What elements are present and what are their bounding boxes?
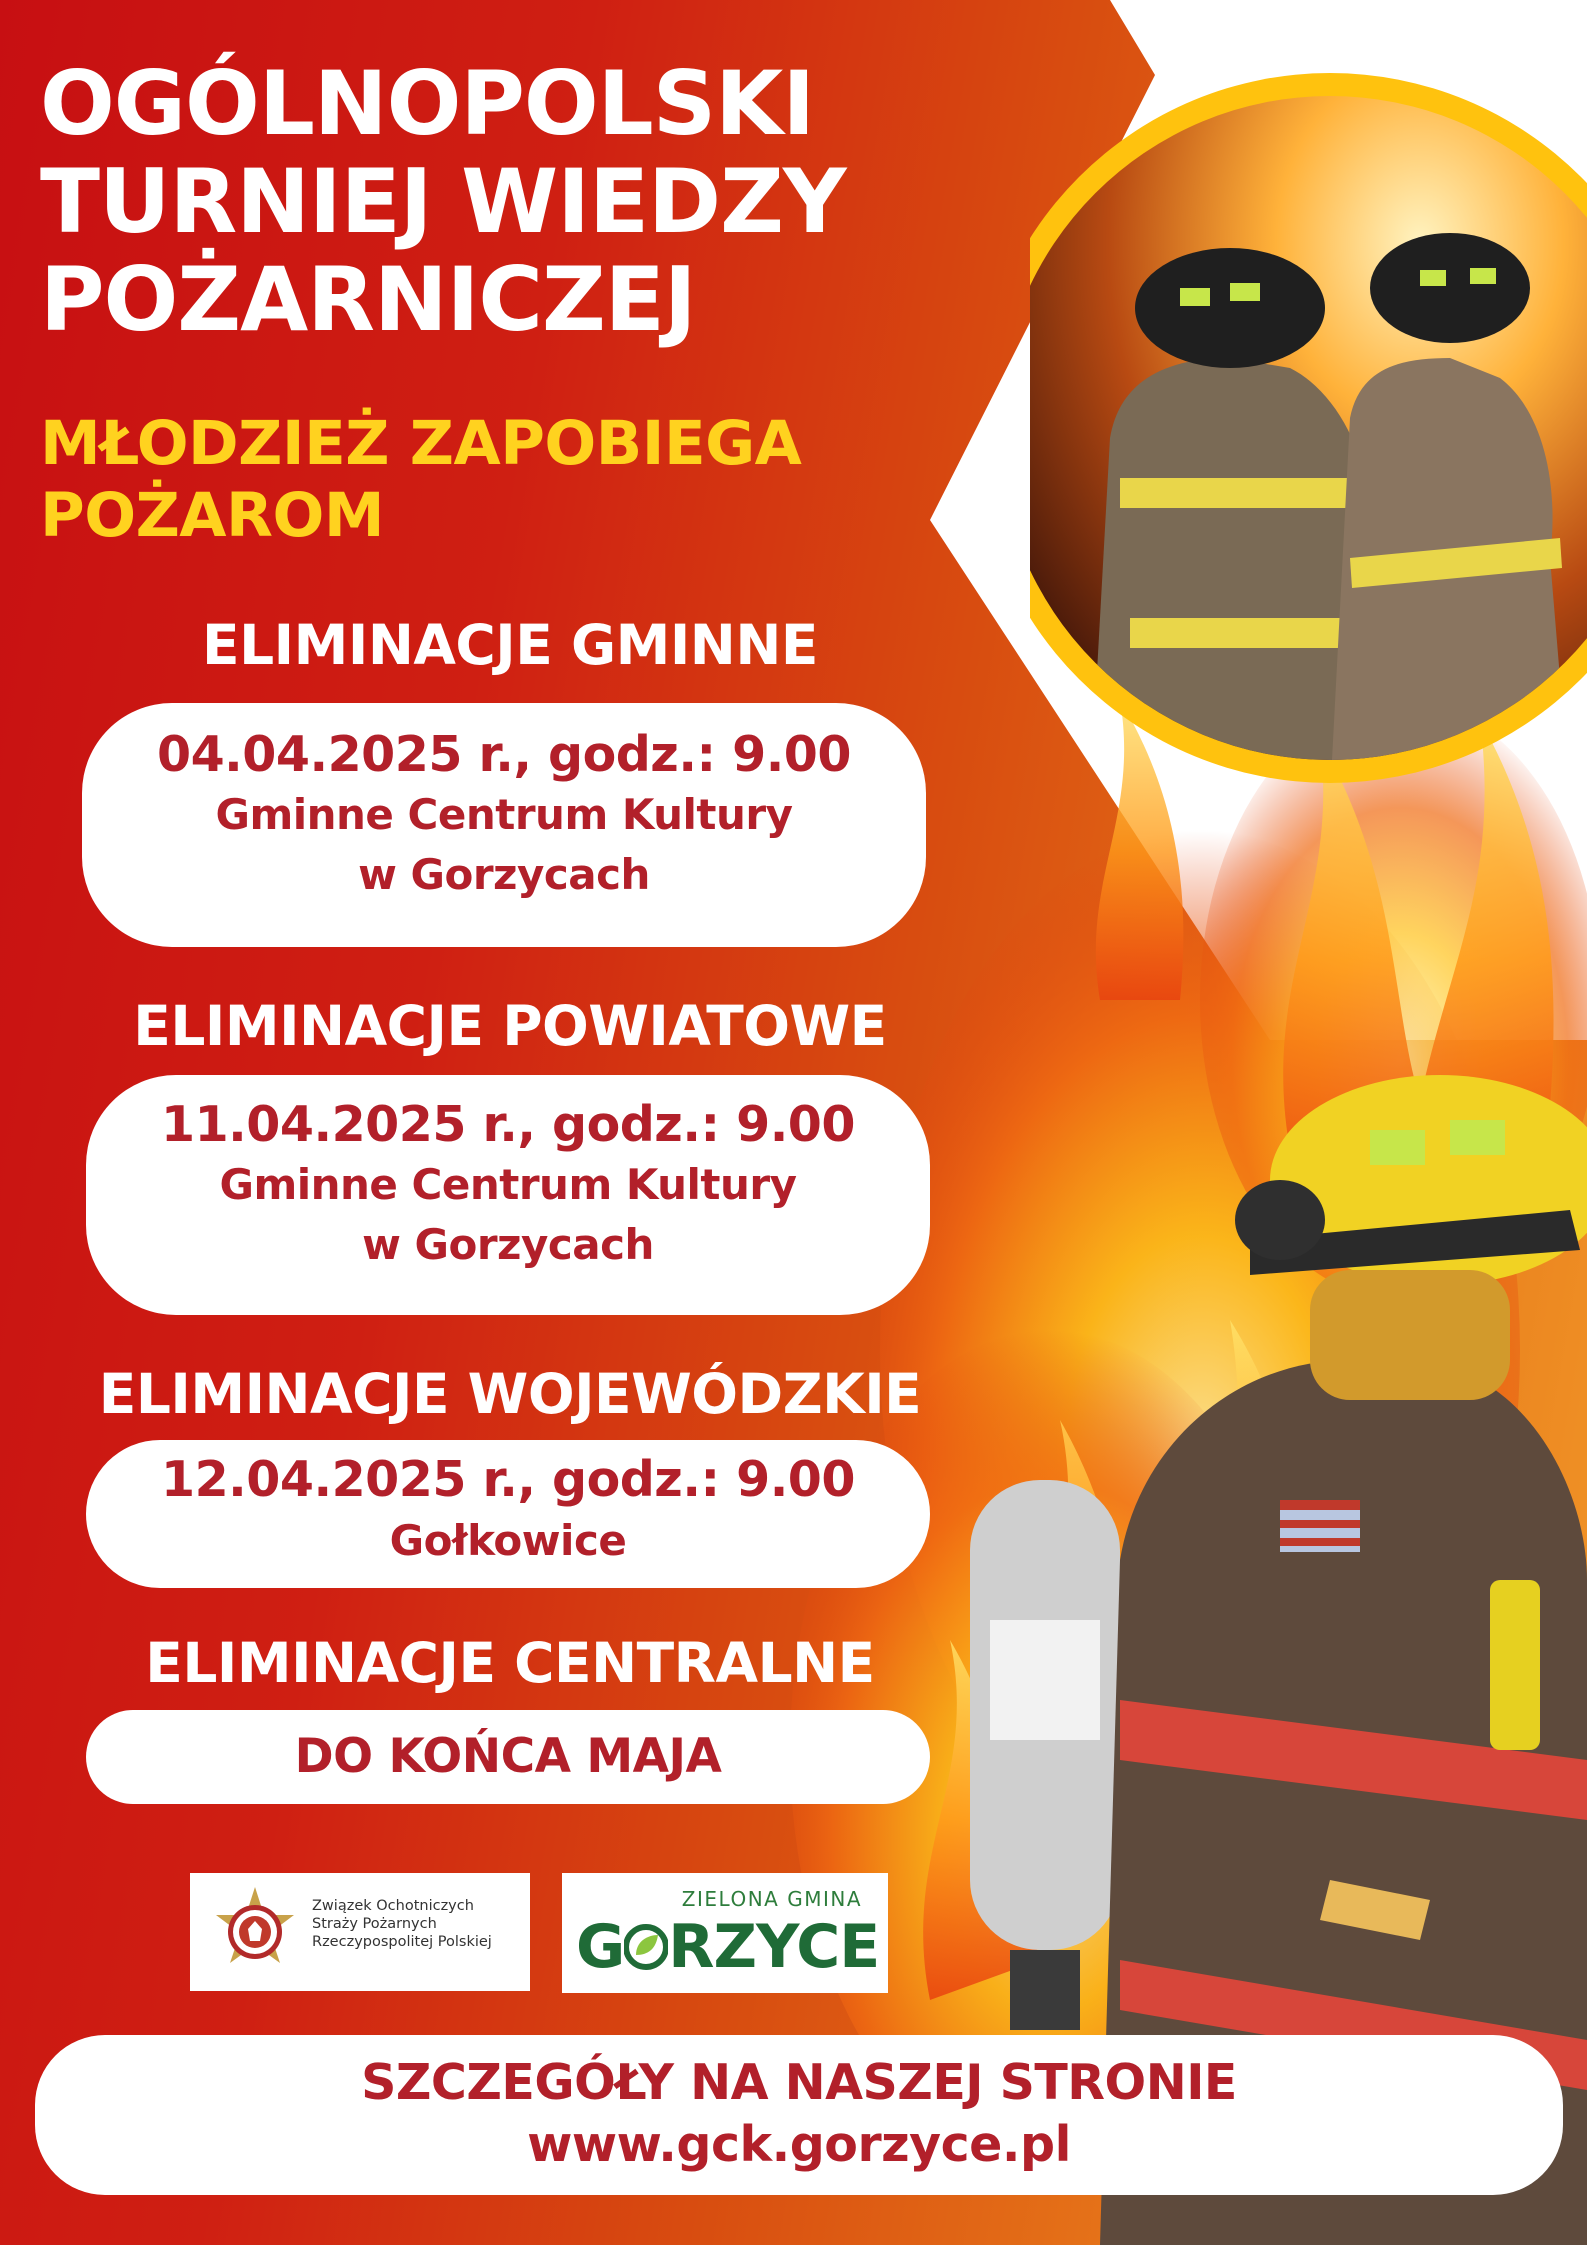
footer-website-link[interactable]: www.gck.gorzyce.pl: [527, 2116, 1071, 2173]
gorzyce-name-start: G: [576, 1912, 625, 1982]
stage-card-centralne: [86, 1710, 930, 1804]
subtitle-line-2: POŻAROM: [40, 480, 385, 551]
zosp-emblem-icon: [208, 1885, 302, 1979]
stage-card-gminne: [82, 703, 926, 947]
stage-heading-wojewodzkie: ELIMINACJE WOJEWÓDZKIE: [98, 1362, 922, 1426]
stage-place-line-1: Gminne Centrum Kultury: [219, 1160, 797, 1209]
footer-info: [35, 2035, 1563, 2195]
subtitle: [40, 408, 940, 552]
stage-place-line-1: Gminne Centrum Kultury: [215, 790, 793, 839]
stage-place-line-2: w Gorzycach: [362, 1220, 654, 1269]
title-line-3: POŻARNICZEJ: [40, 248, 696, 351]
title-line-2: TURNIEJ WIEDZY: [40, 150, 846, 253]
stage-card-wojewodzkie: [86, 1440, 930, 1588]
stage-heading-gminne: ELIMINACJE GMINNE: [202, 613, 818, 677]
subtitle-line-1: MŁODZIEŻ ZAPOBIEGA: [40, 408, 802, 479]
stage-card-powiatowe: [86, 1075, 930, 1315]
stage-place-line-2: w Gorzycach: [358, 850, 650, 899]
stage-date: 04.04.2025 r., godz.: 9.00: [156, 726, 851, 783]
zosp-logo: [190, 1873, 530, 1991]
main-title: [40, 52, 1040, 351]
firefighters-photo: [1030, 58, 1587, 798]
zosp-name-line-1: Związek Ochotniczych: [312, 1898, 474, 1914]
zosp-name-line-2: Straży Pożarnych: [312, 1916, 437, 1932]
zosp-name-line-3: Rzeczypospolitej Polskiej: [312, 1934, 492, 1950]
title-line-1: OGÓLNOPOLSKI: [40, 52, 815, 155]
stage-heading-powiatowe: ELIMINACJE POWIATOWE: [133, 994, 887, 1058]
stage-place-line-1: Gołkowice: [389, 1516, 627, 1565]
stage-date: DO KOŃCA MAJA: [294, 1729, 722, 1784]
stage-heading-centralne: ELIMINACJE CENTRALNE: [145, 1631, 875, 1695]
footer-details-text: SZCZEGÓŁY NA NASZEJ STRONIE: [361, 2054, 1237, 2111]
gorzyce-name-end: RZYCE: [668, 1912, 880, 1982]
gorzyce-logo: [562, 1873, 888, 1993]
leaf-icon: [624, 1921, 668, 1973]
zosp-name: [312, 1897, 492, 1951]
gorzyce-wordmark: [576, 1912, 880, 1982]
stage-date: 12.04.2025 r., godz.: 9.00: [160, 1451, 855, 1508]
gorzyce-tagline: ZIELONA GMINA: [681, 1887, 862, 1911]
stage-date: 11.04.2025 r., godz.: 9.00: [160, 1096, 855, 1153]
